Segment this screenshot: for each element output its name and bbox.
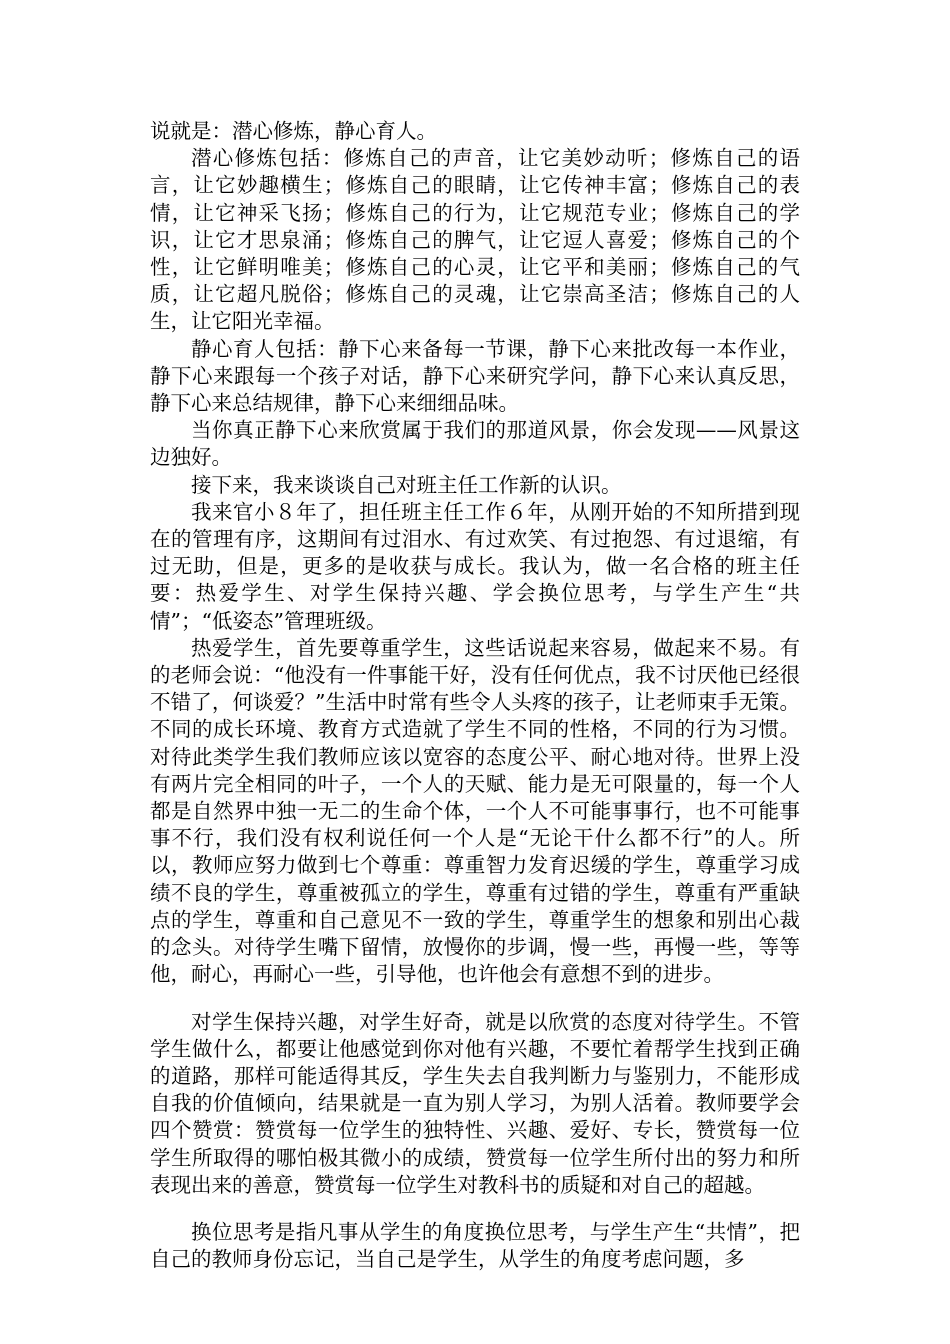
paragraph-perspective-taking: 换位思考是指凡事从学生的角度换位思考，与学生产生“共情”，把自己的教师身份忘记，当自己是学生，从学生的角度考虑问题，多 bbox=[150, 1219, 800, 1272]
paragraph-scenery: 当你真正静下心来欣赏属于我们的那道风景，你会发现——风景这边独好。 bbox=[150, 418, 800, 470]
paragraph-keep-interest: 对学生保持兴趣，对学生好奇，就是以欣赏的态度对待学生。不管学生做什么，都要让他感觉到你对他有兴趣，不要忙着帮学生找到正确的道路，那样可能适得其反，学生失去自我判断力与鉴别力，不能形成自我的价值倾向，结果就是一直为别人学习，为别人活着。教师要学会四个赞赏：赞赏每一位学生的独特性、兴趣、爱好、专长，赞赏每一位学生所取得的哪怕极其微小的成绩，赞赏每一位学生所付出的努力和所表现出来的善意，赞赏每一位学生对教科书的质疑和对自己的超越。 bbox=[150, 1009, 800, 1197]
document-body bbox=[150, 118, 800, 1273]
paragraph-continuation: 说就是：潜心修炼，静心育人。 bbox=[150, 119, 437, 143]
paragraph-calm-teaching: 静心育人包括：静下心来备每一节课，静下心来批改每一本作业，静下心来跟每一个孩子对话，静下心来研究学问，静下心来认真反思，静下心来总结规律，静下心来细细品味。 bbox=[150, 336, 800, 416]
paragraph-love-students: 热爱学生，首先要尊重学生，这些话说起来容易，做起来不易。有的老师会说：“他没有一件事能干好，没有任何优点，我不讨厌他已经很不错了，何谈爱？”生活中时常有些令人头疼的孩子，让老师束手无策。不同的成长环境、教育方式造就了学生不同的性格，不同的行为习惯。对待此类学生我们教师应该以宽容的态度公平、耐心地对待。世界上没有两片完全相同的叶子，一个人的天赋、能力是无可限量的，每一个人都是自然界中独一无二的生命个体，一个人不可能事事行，也不可能事事不行，我们没有权利说任何一个人是“无论干什么都不行”的人。所以，教师应努力做到七个尊重：尊重智力发育迟缓的学生，尊重学习成绩不良的学生，尊重被孤立的学生，尊重有过错的学生，尊重有严重缺点的学生，尊重和自己意见不一致的学生，尊重学生的想象和别出心裁的念头。对待学生嘴下留情，放慢你的步调，慢一些，再慢一些，等等他，耐心，再耐心一些，引导他，也许他会有意想不到的进步。 bbox=[150, 635, 800, 987]
paragraph-head-teacher-experience: 我来官小８年了，担任班主任工作６年，从刚开始的不知所措到现在的管理有序，这期间有过泪水、有过欢笑、有过抱怨、有过退缩，有过无助，但是，更多的是收获与成长。我认为，做一名合格的班主任要：热爱学生、对学生保持兴趣、学会换位思考，与学生产生“共情”；“低姿态”管理班级。 bbox=[150, 499, 800, 633]
paragraph-self-cultivation: 潜心修炼包括：修炼自己的声音，让它美妙动听；修炼自己的语言，让它妙趣横生；修炼自己的眼睛，让它传神丰富；修炼自己的表情，让它神采飞扬；修炼自己的行为，让它规范专业；修炼自己的学识，让它才思泉涌；修炼自己的脾气，让它逗人喜爱；修炼自己的个性，让它鲜明唯美；修炼自己的心灵，让它平和美丽；修炼自己的气质，让它超凡脱俗；修炼自己的灵魂，让它崇高圣洁；修炼自己的人生，让它阳光幸福。 bbox=[150, 146, 800, 334]
paragraph-transition: 接下来，我来谈谈自己对班主任工作新的认识。 bbox=[191, 472, 622, 497]
